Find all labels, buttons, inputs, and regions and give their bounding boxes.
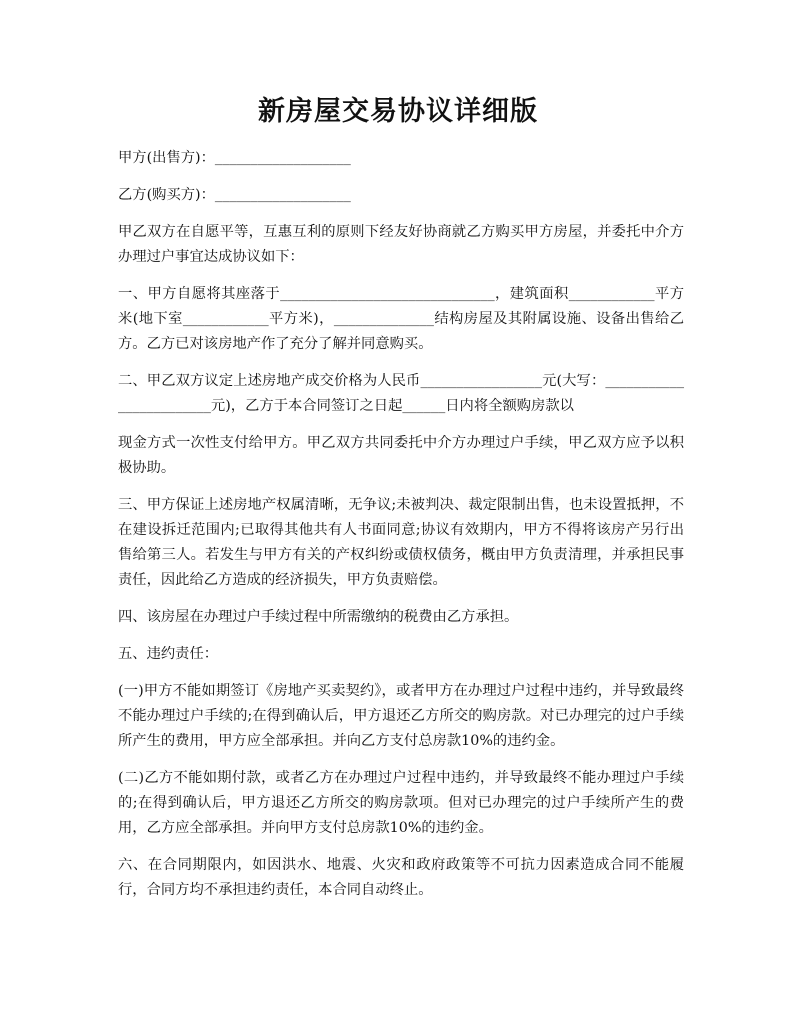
preamble-paragraph: 甲乙双方在自愿平等，互惠互利的原则下经友好协商就乙方购买甲方房屋，并委托中介方办理过户事宜达成协议如下：	[118, 224, 684, 265]
document-body	[118, 146, 684, 915]
clause-6-paragraph: 六、在合同期限内，如因洪水、地震、火灾和政府政策等不可抗力因素造成合同不能履行，合同方均不承担违约责任，本合同自动终止。	[118, 857, 684, 898]
clause-2-paragraph: 二、甲乙双方议定上述房地产成交价格为人民币_________________元(大写：________________________元)，乙方于本合同签订之日起______日内将全额购房款以	[118, 373, 684, 414]
clause-1-paragraph: 一、甲方自愿将其座落于______________________________，建筑面积____________平方米(地下室____________平方米)，______________结构房屋及其附属设施、设备出售给乙方。乙方已对该房地产作了充分了解并同意购买。	[118, 286, 684, 352]
clause-3-paragraph: 三、甲方保证上述房地产权属清晰，无争议;未被判决、裁定限制出售，也未设置抵押，不在建设拆迁范围内;已取得其他共有人书面同意;协议有效期内，甲方不得将该房产另行出售给第三人。若发生与甲方有关的产权纠纷或债权债务，概由甲方负责清理，并承担民事责任，因此给乙方造成的经济损失，甲方负责赔偿。	[118, 497, 684, 588]
document-title: 新房屋交易协议详细版	[258, 96, 538, 127]
party-b-line: 乙方(购买方)：___________________	[118, 187, 351, 203]
clause-5-heading: 五、违约责任：	[118, 646, 219, 662]
clause-5-2-paragraph: (二)乙方不能如期付款，或者乙方在办理过户过程中违约，并导致最终不能办理过户手续的;在得到确认后，甲方退还乙方所交的购房款项。但对已办理完的过户手续所产生的费用，乙方应全部承担。并向甲方支付总房款10%的违约金。	[118, 770, 684, 836]
party-a-line: 甲方(出售方)：___________________	[118, 150, 351, 166]
clause-2-continued-paragraph: 现金方式一次性支付给甲方。甲乙双方共同委托中介方办理过户手续，甲乙双方应予以积极协助。	[118, 435, 684, 476]
clause-4-paragraph: 四、该房屋在办理过户手续过程中所需缴纳的税费由乙方承担。	[118, 609, 519, 625]
clause-5-1-paragraph: (一)甲方不能如期签订《房地产买卖契约》，或者甲方在办理过户过程中违约，并导致最终不能办理过户手续的;在得到确认后，甲方退还乙方所交的购房款。对已办理完的过户手续所产生的费用，甲方应全部承担。并向乙方支付总房款10%的违约金。	[118, 683, 684, 749]
